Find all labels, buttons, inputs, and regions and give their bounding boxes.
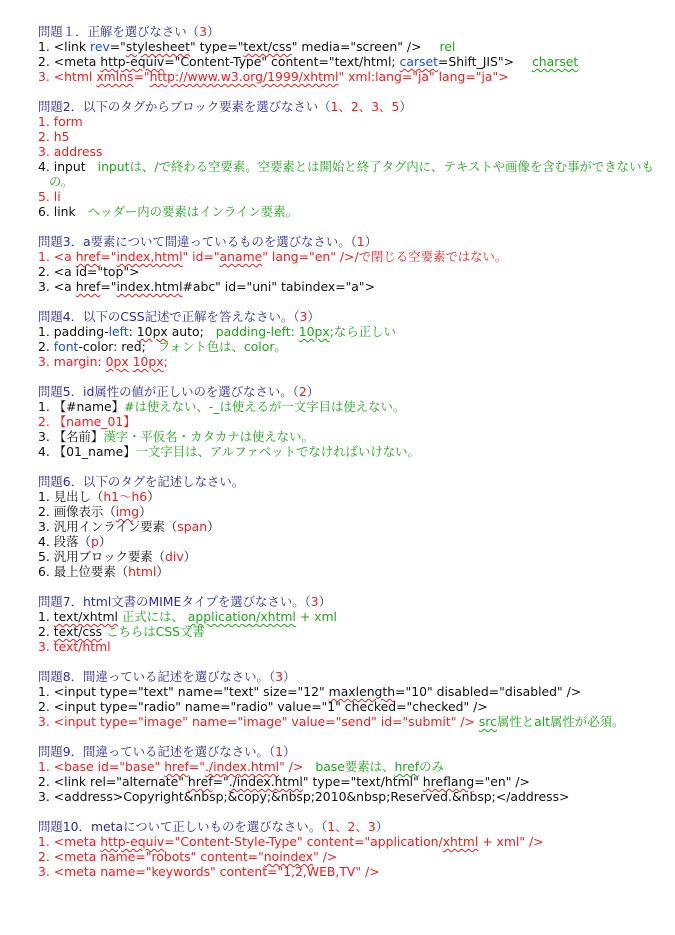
text-fragment: ）: [399, 99, 412, 114]
text-fragment: 2. <meta name="robots" content=": [38, 849, 264, 864]
text-fragment: ）: [364, 234, 378, 249]
text-fragment: src: [478, 714, 497, 729]
note: /で閉じる空要素ではない。: [354, 249, 508, 264]
text-fragment: 問題7．html文書のMIMEタイプを選びなさい。（: [38, 594, 311, 609]
text-fragment: application/xhtml: [187, 609, 296, 624]
note: [475, 714, 624, 729]
text-fragment: " type=": [190, 39, 244, 54]
text-fragment: href: [75, 249, 101, 264]
text-fragment: ）: [147, 489, 160, 504]
option-1: [38, 684, 665, 699]
text-fragment: 1. 見出し（: [38, 489, 104, 504]
text-fragment: ;なら正しい: [329, 324, 396, 339]
question-heading: [38, 744, 665, 759]
option-3-correct: [38, 354, 665, 369]
note: inputは、/で終わる空要素。空要素とは開始と終了タグ内に、テキストや画像を含む事ができないもの。: [49, 159, 654, 189]
text-fragment: =": [188, 759, 205, 774]
text-fragment: 2. <link rel="alternate": [38, 774, 188, 789]
question-5: [38, 384, 665, 459]
option-3-correct: 3. text/html: [38, 639, 111, 654]
text-fragment: padding-left:: [215, 324, 299, 339]
text-fragment: text/css: [53, 624, 103, 639]
text-fragment: ）: [139, 504, 152, 519]
item-2: [38, 504, 665, 519]
text-fragment: 10px: [298, 324, 330, 339]
option-1: [38, 609, 665, 624]
text-fragment: index.html: [116, 279, 183, 294]
text-fragment: のみ: [419, 759, 444, 774]
text-fragment: ）: [307, 309, 320, 324]
option-2: [38, 624, 665, 639]
option-5-correct: 5. li: [38, 189, 61, 204]
option-2-correct: 2. 【name_01】: [38, 414, 136, 429]
text-fragment: -color: red;: [78, 339, 146, 354]
text-fragment: rev: [90, 39, 110, 54]
text-fragment: 10px: [136, 324, 168, 339]
text-fragment: + xml: [295, 609, 337, 624]
question-heading: [38, 669, 665, 684]
text-fragment: href: [394, 759, 420, 774]
text-fragment: 1. <base id="base": [38, 759, 165, 774]
text-fragment: ;: [163, 354, 168, 369]
text-fragment: 4. input: [38, 159, 86, 174]
text-fragment: :: [128, 324, 137, 339]
text-fragment: ="Content-Type" content="text/html;: [164, 54, 400, 69]
text-fragment: text/css: [243, 39, 292, 54]
text-fragment: 1. padding-: [38, 324, 109, 339]
text-fragment: 正式には、: [117, 609, 188, 624]
text-fragment: ）: [283, 669, 296, 684]
option-2: 2. <a id="top">: [38, 264, 140, 279]
text-fragment: index,html: [116, 249, 183, 264]
item-3: [38, 519, 665, 534]
text-fragment: href: [164, 759, 189, 774]
text-fragment: 1.: [38, 609, 54, 624]
text-fragment: + xml" />: [478, 834, 544, 849]
text-fragment: 問題5．id属性の値が正しいのを選びなさい。（: [38, 384, 299, 399]
text-fragment: " xml:lang="ja" lang="ja">: [338, 69, 509, 84]
text-fragment: 4. 段落（: [38, 534, 91, 549]
answer: 3: [275, 669, 283, 684]
text-fragment: =": [212, 774, 229, 789]
text-fragment: ）: [156, 564, 169, 579]
text-fragment: =Shift_JIS">: [437, 54, 514, 69]
text-fragment: html: [128, 564, 157, 579]
text-fragment: 5. 汎用ブロック要素（: [38, 549, 166, 564]
text-fragment: ）: [98, 534, 112, 549]
question-heading: [38, 99, 665, 114]
text-fragment: 1. <link: [38, 39, 90, 54]
text-fragment: ="10" disabled="disabled" />: [395, 684, 582, 699]
note: フォント色は、color。: [157, 339, 287, 354]
answer: 1、2、3、5: [330, 99, 400, 114]
text-fragment: =": [133, 69, 150, 84]
text-fragment: 問題4．以下のCSS記述で正解を答えなさい。（: [38, 309, 300, 324]
text-fragment: 3. <html: [38, 69, 97, 84]
question-heading: [38, 594, 665, 609]
option-1: [38, 324, 665, 339]
item-1: [38, 489, 665, 504]
option-2-correct: 2. h5: [38, 129, 70, 144]
text-fragment: ="en" />: [474, 774, 530, 789]
text-fragment: 属性とalt属性が必須。: [496, 714, 625, 729]
note: ヘッダー内の要素はインライン要素。: [87, 204, 298, 219]
text-fragment: 4. 【01_name】: [38, 444, 136, 459]
question-2: [38, 99, 665, 219]
text-fragment: ）: [318, 594, 332, 609]
text-fragment: 1. <meta: [38, 834, 101, 849]
text-fragment: 2.: [38, 339, 54, 354]
text-fragment: xmlns: [96, 69, 134, 84]
text-fragment: 3. <input type="image" name="image" value="send" id="submit" />: [38, 714, 475, 729]
option-1-correct: [38, 759, 665, 774]
option-3-correct: 3. <meta name="keywords" content="1,2,WEB,TV" />: [38, 864, 380, 879]
note: [216, 324, 396, 339]
text-fragment: http-equiv: [100, 834, 165, 849]
text-fragment: =": [109, 39, 126, 54]
answer: 3: [299, 309, 308, 324]
text-fragment: 6. link: [38, 204, 76, 219]
text-fragment: #abc" id="uni" tabindex="a">: [182, 279, 375, 294]
text-fragment: carset: [399, 54, 438, 69]
text-fragment: 10px: [132, 354, 164, 369]
text-fragment: 0px: [105, 354, 129, 369]
text-fragment: 問題3．a要素について間違っているものを選びなさい。（: [38, 234, 357, 249]
answer: 2: [298, 384, 307, 399]
note: 一文字目は、アルファベットでなければいけない。: [135, 444, 420, 459]
text-fragment: 問題10．metaについて正しいものを選びなさい。（: [38, 819, 328, 834]
question-heading: [38, 309, 665, 324]
text-fragment: =": [100, 249, 117, 264]
text-fragment: ）: [306, 384, 320, 399]
text-fragment: 2.: [38, 624, 54, 639]
text-fragment: 2. 画像表示（: [38, 504, 116, 519]
text-fragment: span: [177, 519, 208, 534]
text-fragment: ）: [283, 744, 296, 759]
text-fragment: text/xhtml: [53, 609, 118, 624]
text-fragment: " lang="en" />: [262, 249, 355, 264]
text-fragment: ）: [183, 549, 197, 564]
text-fragment: ）: [375, 819, 389, 834]
text-fragment: 問題9．間違っている記述を選びなさい。（: [38, 744, 276, 759]
question-10: [38, 819, 665, 879]
note: こちらはCSS文書: [102, 624, 205, 639]
text-fragment: stylesheet: [125, 39, 191, 54]
note: [315, 759, 444, 774]
text-fragment: maxlength: [328, 684, 396, 699]
question-heading: [38, 819, 665, 834]
text-fragment: " />: [279, 759, 304, 774]
text-fragment: p: [90, 534, 99, 549]
text-fragment: 3. 汎用インライン要素（: [38, 519, 178, 534]
option-3-correct: 3. address: [38, 144, 103, 159]
text-fragment: 問題１．正解を選びなさい（: [38, 24, 200, 39]
text-fragment: 1. <a: [38, 249, 76, 264]
question-4: [38, 309, 665, 369]
text-fragment: 問題8．間違っている記述を選びなさい。（: [38, 669, 276, 684]
question-1: [38, 24, 665, 84]
option-3: 3. <address>Copyright&nbsp;&copy;&nbsp;2010&nbsp;Reserved.&nbsp;</address>: [38, 789, 570, 804]
item-4: [38, 534, 665, 549]
text-fragment: " media="screen" />: [291, 39, 422, 54]
text-fragment: ="Content-Style-Type" content="application/: [164, 834, 443, 849]
answer: 3: [310, 594, 319, 609]
answer: 1、2、3: [327, 819, 376, 834]
option-3-correct: [38, 69, 665, 84]
option-4: [38, 159, 665, 189]
note: rel: [439, 39, 456, 54]
question-heading: [38, 234, 665, 249]
text-fragment: noindex: [263, 849, 314, 864]
question-heading: [38, 384, 665, 399]
text-fragment: img: [115, 504, 140, 519]
question-6: [38, 474, 665, 579]
option-2-correct: [38, 849, 665, 864]
text-fragment: aname: [219, 249, 263, 264]
text-fragment: div: [165, 549, 184, 564]
text-fragment: 1. 【#name】: [38, 399, 125, 414]
option-4: [38, 444, 665, 459]
text-fragment: 2. <meta: [38, 54, 101, 69]
item-6: [38, 564, 665, 579]
text-fragment: http://www.w3.org/1999/xhtml: [149, 69, 339, 84]
text-fragment: href: [75, 279, 101, 294]
text-fragment: font: [53, 339, 79, 354]
text-fragment: base要素は、: [315, 759, 395, 774]
option-1: [38, 39, 665, 54]
option-2: [38, 774, 665, 789]
text-fragment: 3. 【名前】: [38, 429, 104, 444]
question-heading: [38, 24, 665, 39]
question-8: [38, 669, 665, 729]
text-fragment: 問題2．以下のタグからブロック要素を選びなさい（: [38, 99, 331, 114]
question-heading: 問題6．以下のタグを記述しなさい。: [38, 474, 245, 489]
text-fragment: auto;: [167, 324, 204, 339]
answer: 1: [275, 744, 283, 759]
note: #は使えない、-_は使えるが一文字目は使えない。: [124, 399, 406, 414]
item-5: [38, 549, 665, 564]
note: 漢字・平仮名・カタカナは使えない。: [103, 429, 314, 444]
answer: 1: [356, 234, 365, 249]
text-fragment: =": [100, 279, 117, 294]
option-6: [38, 204, 665, 219]
text-fragment: 6. 最上位要素（: [38, 564, 129, 579]
text-fragment: href: [187, 774, 213, 789]
text-fragment: 1. <input type="text" name="text" size="12": [38, 684, 329, 699]
option-3: [38, 279, 665, 294]
text-fragment: xhtml: [442, 834, 479, 849]
text-fragment: " />: [313, 849, 338, 864]
option-2: 2. <input type="radio" name="radio" value="1" checked="checked" />: [38, 699, 488, 714]
question-3: [38, 234, 665, 294]
option-1-correct: 1. form: [38, 114, 83, 129]
option-2: [38, 54, 665, 69]
text-fragment: 3. <a: [38, 279, 76, 294]
text-fragment: ./index.html: [204, 759, 280, 774]
text-fragment: hreflang: [422, 774, 475, 789]
note: [118, 609, 337, 624]
text-fragment: 3. margin:: [38, 354, 106, 369]
option-1-correct: [38, 249, 665, 264]
question-7: [38, 594, 665, 654]
text-fragment: http-equiv: [100, 54, 165, 69]
option-1: [38, 399, 665, 414]
text-fragment: left: [108, 324, 129, 339]
question-9: [38, 744, 665, 804]
option-1-correct: [38, 834, 665, 849]
text-fragment: [38, 759, 303, 774]
text-fragment: h1〜h6: [103, 489, 148, 504]
text-fragment: " type="text/html": [302, 774, 423, 789]
text-fragment: " id=": [182, 249, 220, 264]
option-2: [38, 339, 665, 354]
answer: 3: [199, 24, 207, 39]
text-fragment: ./index.html: [228, 774, 303, 789]
text-fragment: ）: [207, 519, 220, 534]
text-fragment: ）: [206, 24, 220, 39]
option-3: [38, 429, 665, 444]
option-3-correct: [38, 714, 665, 729]
note: charset: [531, 54, 579, 69]
